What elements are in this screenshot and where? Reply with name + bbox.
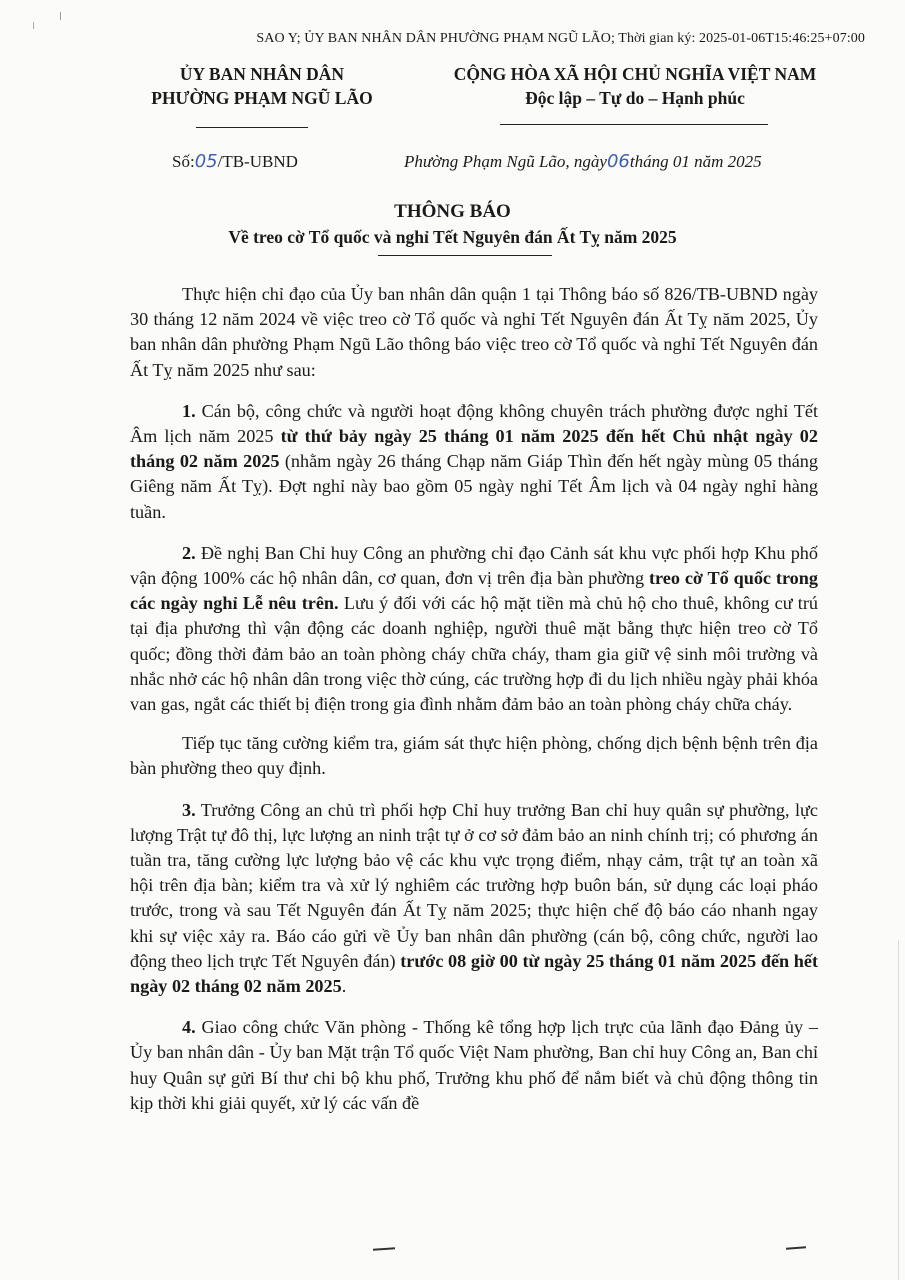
paragraph-text: (nhằm ngày 26 tháng Chạp năm Giáp Thìn đến hết ngày mùng 05 tháng Giêng năm Ất Tỵ). Đợt nghỉ này bao gồm 05 ngày nghỉ Tết Âm lịch và 04 ngày nghỉ hàng tuần. (130, 451, 818, 522)
paragraph-text: Trưởng Công an chủ trì phối hợp Chỉ huy trưởng Ban chỉ huy quân sự phường, lực lượng Trật tự đô thị, lực lượng an ninh trật tự ở cơ sở đảm bảo an ninh chính trị; có phương án tuần tra, tăng cường lực lượng bảo vệ các khu vực trọng điểm, nhạy cảm, trật tự an toàn xã hội trên địa bàn; kiểm tra và xử lý nghiêm các trường hợp buôn bán, sử dụng các loại pháo trước, trong và sau Tết Nguyên đán Ất Tỵ năm 2025; thực hiện chế độ báo cáo nhanh ngay khi sự việc xảy ra. Báo cáo gửi về Ủy ban nhân dân phường (cán bộ, công chức, người lao động theo lịch trực Tết Nguyên đán) (130, 799, 818, 971)
document-title: THÔNG BÁO (394, 201, 511, 222)
agency-line-1: ỦY BAN NHÂN DÂN (179, 64, 345, 84)
item-number: 2. (182, 542, 196, 563)
place-date-prefix: Phường Phạm Ngũ Lão, ngày (404, 152, 607, 171)
place-date-suffix: tháng 01 năm 2025 (629, 152, 762, 171)
document-body (130, 282, 818, 1132)
paragraph-text: Đề nghị Ban Chỉ huy Công an phường chỉ đạo Cảnh sát khu vực phối hợp Khu phố vận động 100% các hộ nhân dân, cơ quan, đơn vị trên địa bàn phường (130, 542, 818, 589)
item-number: 4. (182, 1017, 196, 1038)
agency-line-2: PHƯỜNG PHẠM NGŨ LÃO (151, 88, 373, 108)
nation-name: CỘNG HÒA XÃ HỘI CHỦ NGHĨA VIỆT NAM (453, 64, 817, 84)
national-motto (400, 62, 870, 110)
paragraph-2-continued: Tiếp tục tăng cường kiểm tra, giám sát thực hiện phòng, chống dịch bệnh bệnh trên địa bàn phường theo quy định. (130, 733, 818, 779)
paragraph-4 (130, 1015, 818, 1116)
handwritten-number: 05 (194, 151, 218, 172)
motto: Độc lập – Tự do – Hạnh phúc (525, 88, 745, 108)
signature-copy-stamp: SAO Y; ỦY BAN NHÂN DÂN PHƯỜNG PHẠM NGŨ LÃO; Thời gian ký: 2025-01-06T15:46:25+07:00 (256, 31, 865, 46)
paragraph-text: Lưu ý đối với các hộ mặt tiền mà chủ hộ cho thuê, không cư trú tại địa phương thì vận động các doanh nghiệp, người thuê mặt bằng thực hiện treo cờ Tổ quốc; đồng thời đảm bảo an toàn phòng cháy chữa cháy, tham gia giữ vệ sinh môi trường và nhắc nhở các hộ nhân dân trong việc thờ cúng, các trường hợp đi du lịch nhiều ngày phải khóa van gas, ngắt các thiết bị điện trong gia đình nhằm đảm bảo an toàn phòng cháy chữa cháy. (130, 593, 819, 715)
issuing-agency (132, 62, 392, 110)
paragraph-3 (130, 798, 818, 1000)
item-number: 1. (182, 400, 196, 421)
page-mark (786, 1246, 806, 1249)
paragraph-1 (130, 399, 818, 525)
motto-underline (500, 124, 768, 125)
title-underline (378, 255, 552, 256)
place-date (404, 151, 762, 172)
item-number: 3. (182, 799, 196, 820)
document-number (172, 151, 298, 172)
paragraph-emphasis: từ thứ bảy ngày 25 tháng 01 năm 2025 đến hết Chủ nhật ngày 02 tháng 02 năm 2025 (130, 426, 818, 472)
paragraph-2 (130, 541, 818, 717)
scan-speck (33, 22, 34, 29)
page-mark (373, 1247, 395, 1251)
scan-speck (60, 12, 61, 20)
document-subtitle: Về treo cờ Tổ quốc và nghỉ Tết Nguyên đán Ất Tỵ năm 2025 (228, 227, 677, 247)
doc-number-suffix: /TB-UBND (217, 152, 298, 171)
scan-edge (898, 940, 899, 1280)
paragraph-emphasis: trước 08 giờ 00 từ ngày 25 tháng 01 năm 2025 đến hết ngày 02 tháng 02 năm 2025 (130, 950, 818, 997)
paragraph-emphasis: treo cờ Tổ quốc trong các ngày nghỉ Lễ nêu trên. (130, 568, 818, 614)
paragraph-text: Cán bộ, công chức và người hoạt động không chuyên trách phường được nghỉ Tết Âm lịch năm 2025 (130, 400, 818, 447)
paragraph-intro: Thực hiện chỉ đạo của Ủy ban nhân dân quận 1 tại Thông báo số 826/TB-UBND ngày 30 tháng 12 năm 2024 về việc treo cờ Tổ quốc và nghỉ Tết Nguyên đán Ất Tỵ năm 2025, Ủy ban nhân dân phường Phạm Ngũ Lão thông báo việc treo cờ Tổ quốc và nghỉ Tết Nguyên đán Ất Tỵ năm 2025 như sau: (130, 284, 818, 380)
agency-underline (196, 127, 308, 128)
doc-number-prefix: Số: (172, 152, 195, 171)
paragraph-text: . (341, 976, 347, 997)
handwritten-day: 06 (606, 151, 630, 172)
paragraph-text: Giao công chức Văn phòng - Thống kê tổng hợp lịch trực của lãnh đạo Đảng ủy – Ủy ban nhân dân - Ủy ban Mặt trận Tổ quốc Việt Nam phường, Ban chỉ huy Công an, Ban chỉ huy Quân sự gửi Bí thư chi bộ khu phố, Trưởng khu phố để nắm biết và chủ động thông tin kịp thời khi giải quyết, xử lý các vấn đề (130, 1017, 818, 1113)
